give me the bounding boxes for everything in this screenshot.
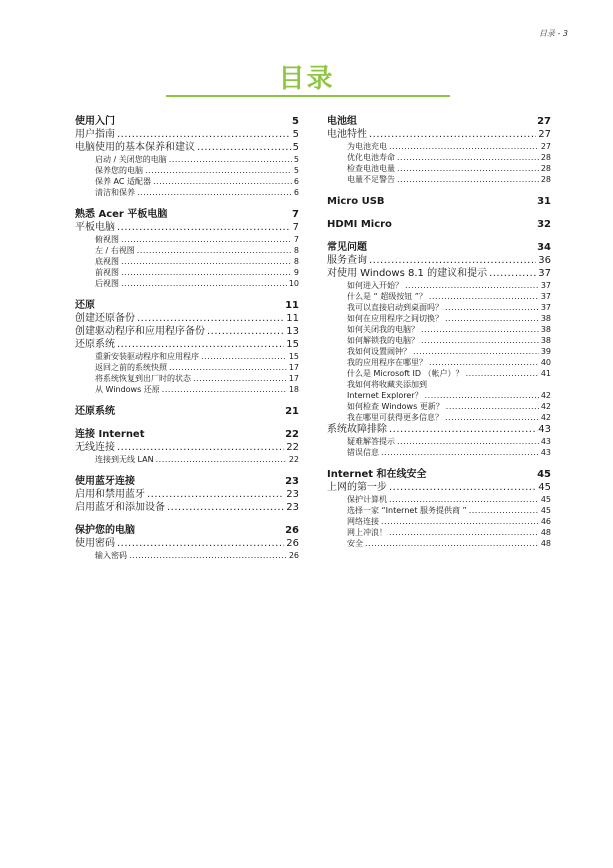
toc-entry-title: 电池组 xyxy=(327,116,357,127)
toc-page-number: 27 xyxy=(538,129,551,140)
toc-page-number: 48 xyxy=(540,528,551,537)
toc-subentry[interactable] xyxy=(327,357,551,368)
toc-page-number: 37 xyxy=(540,292,551,301)
title-divider xyxy=(166,95,450,97)
toc-entry-title: 错误信息 xyxy=(347,448,379,457)
toc-subentry[interactable] xyxy=(327,516,551,527)
toc-entry-title: 如何进入开始？ xyxy=(347,281,403,290)
dot-leader xyxy=(121,278,287,289)
dot-leader xyxy=(489,267,536,280)
toc-entry[interactable] xyxy=(327,267,551,280)
toc-chapter-heading[interactable] xyxy=(327,195,551,208)
toc-entry-title: 无线连接 xyxy=(75,442,115,453)
toc-page-number: 27 xyxy=(540,142,551,151)
toc-subentry[interactable] xyxy=(327,494,551,505)
toc-page-number: 37 xyxy=(540,281,551,290)
toc-page-number: 38 xyxy=(540,314,551,323)
toc-subentry[interactable] xyxy=(327,538,551,549)
toc-entry-title: 我如何设置闹钟？ xyxy=(347,347,411,356)
toc-entry-title: 优化电池寿命 xyxy=(347,153,395,162)
dot-leader xyxy=(117,338,284,351)
toc-entry[interactable] xyxy=(327,254,551,267)
toc-page-number: 32 xyxy=(537,219,551,230)
toc-entry[interactable] xyxy=(75,221,299,234)
toc-entry-title: 使用入门 xyxy=(75,116,115,127)
toc-subentry[interactable] xyxy=(75,267,299,278)
toc-section xyxy=(75,115,299,198)
toc-entry-title: 对使用 Windows 8.1 的建议和提示 xyxy=(327,268,488,279)
toc-subentry[interactable] xyxy=(327,302,551,313)
toc-page-number: 37 xyxy=(538,268,551,279)
toc-entry-title: 返回之前的系统快照 xyxy=(95,363,167,372)
toc-subentry[interactable] xyxy=(75,165,299,176)
toc-entry-title: 如何关闭我的电脑？ xyxy=(347,325,419,334)
toc-page-number: 8 xyxy=(293,257,299,266)
toc-entry-title: 熟悉 Acer 平板电脑 xyxy=(75,209,168,220)
toc-page-number: 28 xyxy=(540,175,551,184)
toc-entry[interactable] xyxy=(75,128,299,141)
toc-entry-title: 用户指南 xyxy=(75,129,115,140)
dot-leader xyxy=(137,312,284,325)
toc-page-number: 42 xyxy=(540,402,551,411)
toc-page-number: 40 xyxy=(540,358,551,367)
dot-leader xyxy=(156,454,287,465)
toc-page-number: 7 xyxy=(292,222,299,233)
toc-page-number: 39 xyxy=(540,347,551,356)
toc-page-number: 45 xyxy=(537,469,551,480)
toc-entry[interactable] xyxy=(75,537,299,550)
toc-chapter-heading[interactable] xyxy=(327,115,551,128)
toc-entry-title: 底视图 xyxy=(95,257,119,266)
toc-entry-title: 我可以直接启动到桌面吗？ xyxy=(347,303,443,312)
dot-leader xyxy=(197,141,291,154)
toc-page-number: 18 xyxy=(288,385,299,394)
dot-leader xyxy=(413,346,539,357)
toc-chapter-heading[interactable] xyxy=(75,428,299,441)
toc-entry-title: 创建还原备份 xyxy=(75,313,135,324)
dot-leader xyxy=(381,447,539,458)
toc-subentry[interactable] xyxy=(327,436,551,447)
toc-entry[interactable] xyxy=(75,325,299,338)
toc-subentry[interactable] xyxy=(75,234,299,245)
dot-leader xyxy=(405,280,539,291)
toc-page-number: 9 xyxy=(293,268,299,277)
toc-entry[interactable] xyxy=(327,481,551,494)
toc-page-number: 5 xyxy=(292,116,299,127)
toc-chapter-heading[interactable] xyxy=(327,241,551,254)
toc-subentry[interactable] xyxy=(75,384,299,395)
toc-subentry[interactable] xyxy=(75,245,299,256)
toc-entry-title: 还原系统 xyxy=(75,339,115,350)
toc-entry-title: 什么是 Microsoft ID （帐户）？ xyxy=(347,369,464,378)
toc-page-number: 42 xyxy=(540,413,551,422)
dot-leader xyxy=(369,254,536,267)
toc-chapter-heading[interactable] xyxy=(327,218,551,231)
dot-leader xyxy=(117,221,291,234)
toc-entry-title: 连接 Internet xyxy=(75,429,145,440)
dot-leader xyxy=(193,373,287,384)
toc-subentry[interactable] xyxy=(327,163,551,174)
dot-leader xyxy=(167,501,284,514)
toc-subentry[interactable] xyxy=(327,379,551,390)
toc-entry-title: 连接到无线 LAN xyxy=(95,455,154,464)
dot-leader xyxy=(445,313,539,324)
toc-page-number: 23 xyxy=(286,489,299,500)
toc-chapter-heading[interactable] xyxy=(75,405,299,418)
toc-entry-title: 如何在应用程序之间切换？ xyxy=(347,314,443,323)
toc-page-number: 7 xyxy=(293,235,299,244)
toc-entry-title: 后视图 xyxy=(95,279,119,288)
toc-page-number: 17 xyxy=(288,363,299,372)
toc-subentry[interactable] xyxy=(327,141,551,152)
toc-entry-title: 网络连接 xyxy=(347,517,379,526)
running-head: 目录 - 3 xyxy=(538,29,568,38)
toc-subentry[interactable] xyxy=(75,550,299,561)
toc-entry-title: 清洁和保养 xyxy=(95,188,135,197)
toc-subentry[interactable] xyxy=(327,174,551,185)
dot-leader xyxy=(421,335,539,346)
toc-entry-title: 安全 xyxy=(347,539,363,548)
toc-page-number: 21 xyxy=(285,406,299,417)
toc-page-number: 6 xyxy=(293,188,299,197)
toc-section xyxy=(75,524,299,561)
toc-entry-title: 上网的第一步 xyxy=(327,482,387,493)
toc-page-number: 45 xyxy=(540,495,551,504)
dot-leader xyxy=(169,154,292,165)
dot-leader xyxy=(153,176,292,187)
toc-subentry[interactable] xyxy=(327,335,551,346)
dot-leader xyxy=(137,187,292,198)
dot-leader xyxy=(145,165,292,176)
dot-leader xyxy=(369,128,536,141)
toc-chapter-heading[interactable] xyxy=(75,115,299,128)
toc-page-number: 34 xyxy=(537,242,551,253)
toc-subentry[interactable] xyxy=(327,390,551,401)
toc-chapter-heading[interactable] xyxy=(327,468,551,481)
dot-leader xyxy=(397,436,539,447)
toc-page-number: 38 xyxy=(540,325,551,334)
toc-subentry[interactable] xyxy=(75,454,299,465)
toc-entry-title: 为电池充电 xyxy=(347,142,387,151)
toc-subentry[interactable] xyxy=(327,280,551,291)
toc-entry-title: 启用蓝牙和添加设备 xyxy=(75,502,165,513)
toc-chapter-heading[interactable] xyxy=(75,299,299,312)
toc-subentry[interactable] xyxy=(75,154,299,165)
toc-page-number: 17 xyxy=(288,374,299,383)
dot-leader xyxy=(445,412,539,423)
toc-entry-title: 重新安装驱动程序和应用程序 xyxy=(95,352,199,361)
toc-page-number: 11 xyxy=(285,300,299,311)
dot-leader xyxy=(389,423,536,436)
toc-entry-title: 前视图 xyxy=(95,268,119,277)
toc-entry-title: 什么是 “ 超级按钮 ”？ xyxy=(347,292,427,301)
toc-subentry[interactable] xyxy=(327,447,551,458)
toc-subentry[interactable] xyxy=(75,351,299,362)
dot-leader xyxy=(389,494,539,505)
toc-page-number: 5 xyxy=(292,129,299,140)
toc-page-number: 26 xyxy=(285,525,299,536)
dot-leader xyxy=(117,441,284,454)
toc-subentry[interactable] xyxy=(327,152,551,163)
toc-subentry[interactable] xyxy=(327,505,551,516)
toc-subentry[interactable] xyxy=(75,362,299,373)
toc-page-number: 43 xyxy=(538,424,551,435)
dot-leader xyxy=(381,516,539,527)
toc-right-column xyxy=(327,115,551,559)
dot-leader xyxy=(445,302,539,313)
dot-leader xyxy=(117,128,291,141)
toc-subentry[interactable] xyxy=(327,527,551,538)
toc-page-number: 27 xyxy=(537,116,551,127)
toc-entry-title: 电池特性 xyxy=(327,129,367,140)
toc-entry[interactable] xyxy=(75,488,299,501)
toc-page-number: 15 xyxy=(288,352,299,361)
toc-entry[interactable] xyxy=(75,441,299,454)
dot-leader xyxy=(425,390,539,401)
toc-entry-title: 我在哪里可获得更多信息？ xyxy=(347,413,443,422)
toc-entry-title: 俯视图 xyxy=(95,235,119,244)
toc-page-number: 26 xyxy=(288,551,299,560)
toc-entry[interactable] xyxy=(327,128,551,141)
dot-leader xyxy=(147,488,284,501)
toc-page-number: 43 xyxy=(540,437,551,446)
toc-page-number: 22 xyxy=(285,429,299,440)
toc-subentry[interactable] xyxy=(327,291,551,302)
toc-section xyxy=(327,218,551,231)
dot-leader xyxy=(169,362,287,373)
toc-entry[interactable] xyxy=(75,312,299,325)
toc-entry-title: 启用和禁用蓝牙 xyxy=(75,489,145,500)
toc-entry-title: 疑难解答提示 xyxy=(347,437,395,446)
toc-entry[interactable] xyxy=(327,423,551,436)
toc-page-number: 28 xyxy=(540,164,551,173)
dot-leader xyxy=(389,527,539,538)
toc-section xyxy=(75,299,299,395)
toc-subentry[interactable] xyxy=(75,278,299,289)
toc-entry-title: 系统故障排除 xyxy=(327,424,387,435)
toc-page-number: 22 xyxy=(286,442,299,453)
toc-entry-title: 使用蓝牙连接 xyxy=(75,476,135,487)
toc-entry-title: 平板电脑 xyxy=(75,222,115,233)
toc-page-number: 10 xyxy=(288,279,299,288)
toc-section xyxy=(327,195,551,208)
toc-entry-title: 将系统恢复到出厂时的状态 xyxy=(95,374,191,383)
toc-page-number: 7 xyxy=(292,209,299,220)
dot-leader xyxy=(121,267,292,278)
toc-entry-title: Micro USB xyxy=(327,196,385,207)
toc-page-number: 31 xyxy=(537,196,551,207)
toc-page-number: 41 xyxy=(540,369,551,378)
toc-section xyxy=(327,468,551,549)
toc-entry-title: 还原系统 xyxy=(75,406,115,417)
toc-page-number: 5 xyxy=(293,155,299,164)
dot-leader xyxy=(121,256,292,267)
toc-page-number: 6 xyxy=(293,177,299,186)
dot-leader xyxy=(137,245,292,256)
toc-subentry[interactable] xyxy=(327,368,551,379)
dot-leader xyxy=(429,291,539,302)
toc-page-number: 26 xyxy=(286,538,299,549)
toc-section xyxy=(75,428,299,465)
toc-entry-title: 我如何将收藏夹添加到 xyxy=(347,380,427,389)
dot-leader xyxy=(397,174,539,185)
toc-page-number: 46 xyxy=(540,517,551,526)
toc-entry-title: Internet 和在线安全 xyxy=(327,469,427,480)
toc-page-number: 48 xyxy=(540,539,551,548)
toc-entry-title: 我的应用程序在哪里？ xyxy=(347,358,427,367)
page-title: 目录 xyxy=(278,64,335,94)
toc-entry-title: 电量不足警告 xyxy=(347,175,395,184)
toc-page-number: 5 xyxy=(293,166,299,175)
toc-entry-title: 网上冲浪！ xyxy=(347,528,387,537)
toc-page-number: 23 xyxy=(285,476,299,487)
toc-page-number: 45 xyxy=(538,482,551,493)
toc-entry-title: 启动 / 关闭您的电脑 xyxy=(95,155,167,164)
toc-entry-title: 输入密码 xyxy=(95,551,127,560)
dot-leader xyxy=(365,538,539,549)
toc-entry-title: 保养您的电脑 xyxy=(95,166,143,175)
dot-leader xyxy=(129,550,287,561)
dot-leader xyxy=(421,324,539,335)
dot-leader xyxy=(389,141,539,152)
dot-leader xyxy=(469,505,539,516)
toc-subentry[interactable] xyxy=(327,313,551,324)
toc-entry-title: 常见问题 xyxy=(327,242,367,253)
dot-leader xyxy=(429,357,539,368)
dot-leader xyxy=(389,481,536,494)
toc-entry-title: HDMI Micro xyxy=(327,219,392,230)
toc-entry-title: 左 / 右视图 xyxy=(95,246,135,255)
toc-subentry[interactable] xyxy=(75,373,299,384)
toc-page-number: 28 xyxy=(540,153,551,162)
toc-entry-title: 保养 AC 适配器 xyxy=(95,177,152,186)
dot-leader xyxy=(397,163,539,174)
dot-leader xyxy=(121,234,292,245)
toc-subentry[interactable] xyxy=(327,346,551,357)
toc-subentry[interactable] xyxy=(327,412,551,423)
toc-entry[interactable] xyxy=(75,338,299,351)
toc-chapter-heading[interactable] xyxy=(75,524,299,537)
toc-entry-title: 如何解锁我的电脑？ xyxy=(347,336,419,345)
toc-page-number: 11 xyxy=(286,313,299,324)
toc-subentry[interactable] xyxy=(75,176,299,187)
toc-chapter-heading[interactable] xyxy=(75,475,299,488)
dot-leader xyxy=(162,384,287,395)
toc-page-number: 8 xyxy=(293,246,299,255)
toc-page-number: 38 xyxy=(540,336,551,345)
toc-entry-title: 检查电池电量 xyxy=(347,164,395,173)
toc-entry-title: 保护计算机 xyxy=(347,495,387,504)
toc-section xyxy=(75,405,299,418)
toc-entry[interactable] xyxy=(75,501,299,514)
toc-page-number: 45 xyxy=(540,506,551,515)
toc-section xyxy=(75,475,299,514)
toc-section xyxy=(327,115,551,185)
toc-entry-title: 电脑使用的基本保养和建议 xyxy=(75,142,195,153)
toc-left-column xyxy=(75,115,299,571)
toc-page-number: 15 xyxy=(286,339,299,350)
toc-page-number: 13 xyxy=(286,326,299,337)
toc-entry-title: 如何检查 Windows 更新？ xyxy=(347,402,444,411)
dot-leader xyxy=(397,152,539,163)
toc-page-number: 43 xyxy=(540,448,551,457)
dot-leader xyxy=(117,537,284,550)
toc-entry-title: Internet Explorer？ xyxy=(347,391,423,400)
dot-leader xyxy=(201,351,287,362)
toc-subentry[interactable] xyxy=(327,401,551,412)
toc-page-number: 5 xyxy=(292,142,299,153)
toc-entry-title: 使用密码 xyxy=(75,538,115,549)
toc-page-number: 37 xyxy=(540,303,551,312)
toc-subentry[interactable] xyxy=(327,324,551,335)
toc-page-number: 22 xyxy=(288,455,299,464)
dot-leader xyxy=(446,401,539,412)
toc-chapter-heading[interactable] xyxy=(75,208,299,221)
toc-entry-title: 还原 xyxy=(75,300,95,311)
toc-subentry[interactable] xyxy=(75,187,299,198)
toc-subentry[interactable] xyxy=(75,256,299,267)
toc-section xyxy=(327,241,551,458)
dot-leader xyxy=(466,368,539,379)
toc-entry[interactable] xyxy=(75,141,299,154)
toc-entry-title: 服务查询 xyxy=(327,255,367,266)
toc-page-number: 23 xyxy=(286,502,299,513)
toc-entry-title: 从 Windows 还原 xyxy=(95,385,160,394)
toc-entry-title: 选择一家 “Internet 服务提供商 ” xyxy=(347,506,467,515)
toc-entry-title: 创建驱动程序和应用程序备份 xyxy=(75,326,205,337)
dot-leader xyxy=(207,325,284,338)
toc-page-number: 36 xyxy=(538,255,551,266)
toc-section xyxy=(75,208,299,289)
toc-entry-title: 保护您的电脑 xyxy=(75,525,135,536)
toc-page-number: 42 xyxy=(540,391,551,400)
